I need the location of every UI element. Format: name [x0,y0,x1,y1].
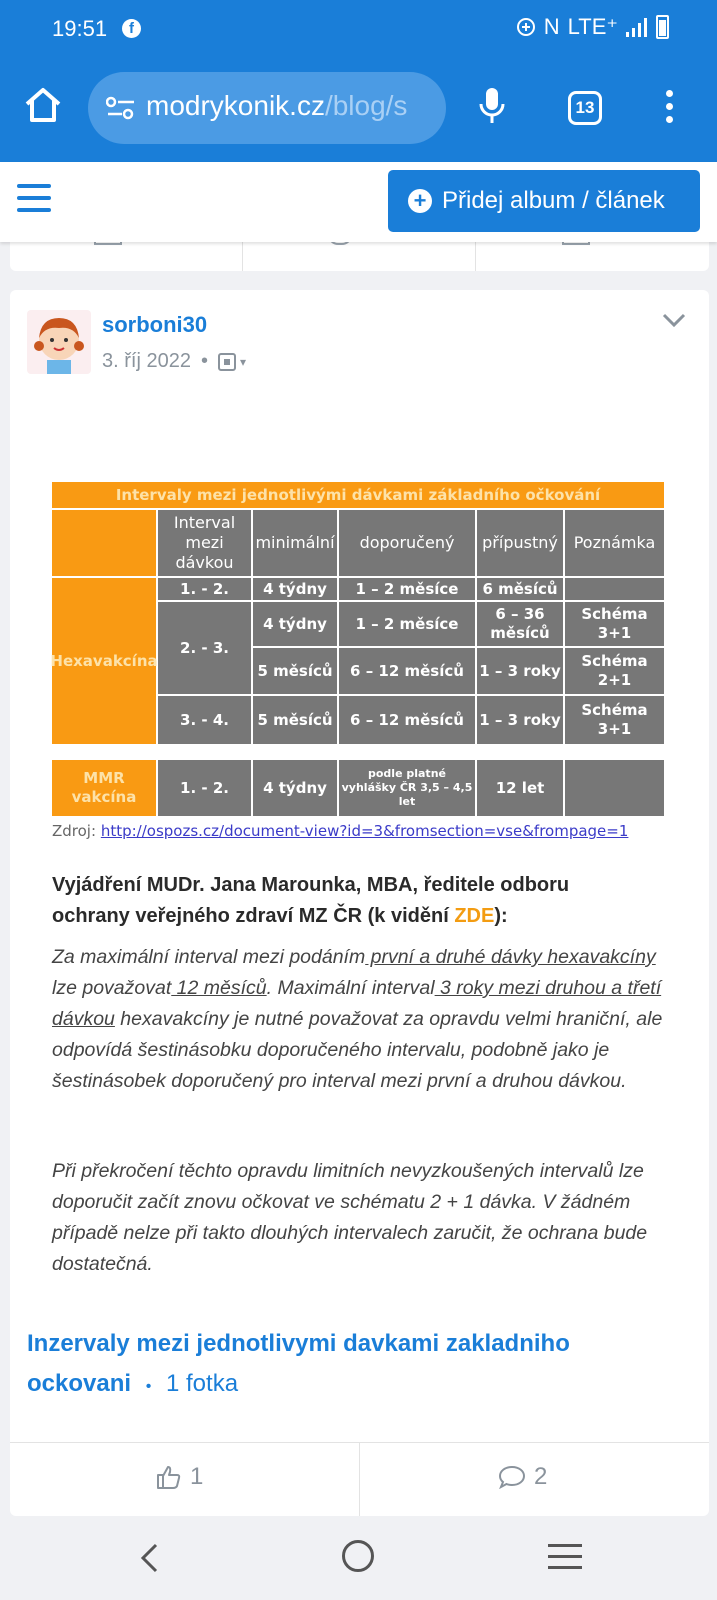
quote-text: lze považovat [52,977,172,999]
table-cell: Schéma 2+1 [565,648,664,694]
table-cell: 6 – 12 měsíců [339,648,475,694]
table-cell: Schéma 3+1 [565,602,664,646]
quote-paragraph-2: Při překročení těchto opravdu limitních nevyzkoušených intervalů lze doporučit začít znovu očkovat ve schématu 2 + 1 dávka. V žádném případě nelze při takto dlouhých intervalech zaručit, že ochrana bude dostatečná. [52,1160,648,1275]
nfc-icon: N [543,14,560,39]
like-count: 1 [190,1463,204,1490]
statement-text: Vyjádření MUDr. Jana Marounka, MBA, ředitele odboru ochrany veřejného zdraví MZ ČR (k vidění [52,874,570,927]
plus-icon: + [408,189,432,213]
site-header [0,162,717,242]
statement-link[interactable]: ZDE [454,905,495,927]
tab-switcher-button[interactable]: 13 [568,91,602,125]
thumbs-up-icon [156,1464,182,1490]
system-nav-bar [0,1516,717,1600]
table-cell: 1. - 2. [158,578,251,600]
quote-text: . Maximální interval [266,977,435,999]
privacy-dropdown-arrow[interactable]: ▾ [239,354,246,369]
table-cell: Schéma 3+1 [565,696,664,744]
hamburger-menu-icon[interactable] [17,184,51,220]
network-type: LTE⁺ [567,14,618,39]
table-cell: 4 týdny [253,578,337,600]
status-icons [516,14,669,40]
source-label: Zdroj: [52,822,97,840]
table-cell: podle platné vyhlášky ČR 3,5 – 4,5 let [339,760,475,816]
table-cell: 1 – 3 roky [477,696,563,744]
quote-paragraph-1 [52,942,672,1097]
table-cell: 2. - 3. [158,602,251,694]
table-header: Interval mezi dávkou [158,510,251,576]
source-link[interactable]: http://ospozs.cz/document-view?id=3&fromsection=vse&frompage=1 [100,822,629,840]
chevron-down-icon[interactable] [662,312,686,328]
status-time: 19:51 [52,16,108,41]
comment-button[interactable] [498,1463,547,1491]
url-path: /blog/s [324,90,408,121]
post-actions [10,1442,709,1516]
album-title[interactable]: Inzervaly mezi jednotlivymi davkami zakladniho ockovani [27,1330,570,1397]
post-card [10,290,709,1516]
url-domain: modrykonik.cz [146,90,325,121]
facebook-notification-icon: f [122,19,141,38]
album-photo-count[interactable]: 1 fotka [166,1370,239,1397]
browser-toolbar [0,58,717,162]
recent-apps-icon[interactable] [548,1544,582,1577]
quote-text: Za maximální interval mezi podáním [52,946,366,968]
comment-count: 2 [534,1463,548,1490]
avatar[interactable] [27,310,91,374]
statement-heading [52,870,652,932]
table-cell: 6 – 12 měsíců [339,696,475,744]
meta-separator: • [200,350,208,372]
signal-icon [626,17,648,37]
table-cell [565,760,664,816]
more-options-icon[interactable] [666,90,674,129]
post-date: 3. říj 2022 [102,350,191,372]
table-cell: 1 – 2 měsíce [339,602,475,646]
table-header: minimální [253,510,337,576]
table-cell: 1 – 2 měsíce [339,578,475,600]
table-cell: 12 let [477,760,563,816]
comment-icon [498,1465,526,1489]
table-cell: 6 – 36 měsíců [477,602,563,646]
url-text [146,90,407,122]
post-author[interactable]: sorboni30 [102,312,208,337]
quote-underlined: první a druhé dávky hexavakcíny [365,946,656,968]
home-nav-icon[interactable] [342,1540,374,1572]
table-header: Poznámka [565,510,664,576]
quote-text: hexavakcíny je nutné považovat za opravdu velmi hraniční, ale odpovídá šestinásobku doporučeného intervalu, podobně jako je šestinásobek doporučený pro interval mezi první a druhou dávkou. [52,1008,663,1092]
privacy-icon[interactable] [218,353,236,371]
table-title: Intervaly mezi jednotlivými dávkami základního očkování [52,482,664,508]
table-cell: 5 měsíců [253,696,337,744]
table-corner-cell [52,510,156,576]
table-cell: 6 měsíců [477,578,563,600]
status-bar [0,0,717,58]
table-cell: 4 týdny [253,760,337,816]
quote-underlined: 12 měsíců [171,977,267,999]
microphone-icon[interactable] [478,86,506,126]
home-icon[interactable] [22,84,64,126]
table-header: přípustný [477,510,563,576]
site-settings-icon[interactable] [106,96,136,120]
table-cell: 5 měsíců [253,648,337,694]
like-button[interactable] [156,1463,203,1491]
data-saver-icon [516,17,536,37]
table-cell: 3. - 4. [158,696,251,744]
address-bar[interactable] [88,72,446,144]
table-cell: 1 – 3 roky [477,648,563,694]
table-cell [565,578,664,600]
table-header: doporučený [339,510,475,576]
table-cell: 1. - 2. [158,760,251,816]
hexavakcina-label: Hexavakcína [52,578,156,744]
table-cell: 4 týdny [253,602,337,646]
table-source [52,822,628,840]
back-icon[interactable] [138,1542,162,1574]
album-separator: • [145,1378,152,1395]
battery-icon [656,15,669,39]
post-meta [102,350,246,373]
add-album-label: Přidej album / článek [442,187,665,214]
album-link[interactable] [27,1324,627,1407]
mmr-label: MMR vakcína [52,760,156,816]
vaccination-table-image[interactable] [50,480,680,1300]
statement-end: ): [494,905,508,927]
quote-underlined: 3 roky mezi druhou a třetí dávkou [52,977,662,1030]
add-album-button[interactable] [388,170,700,232]
